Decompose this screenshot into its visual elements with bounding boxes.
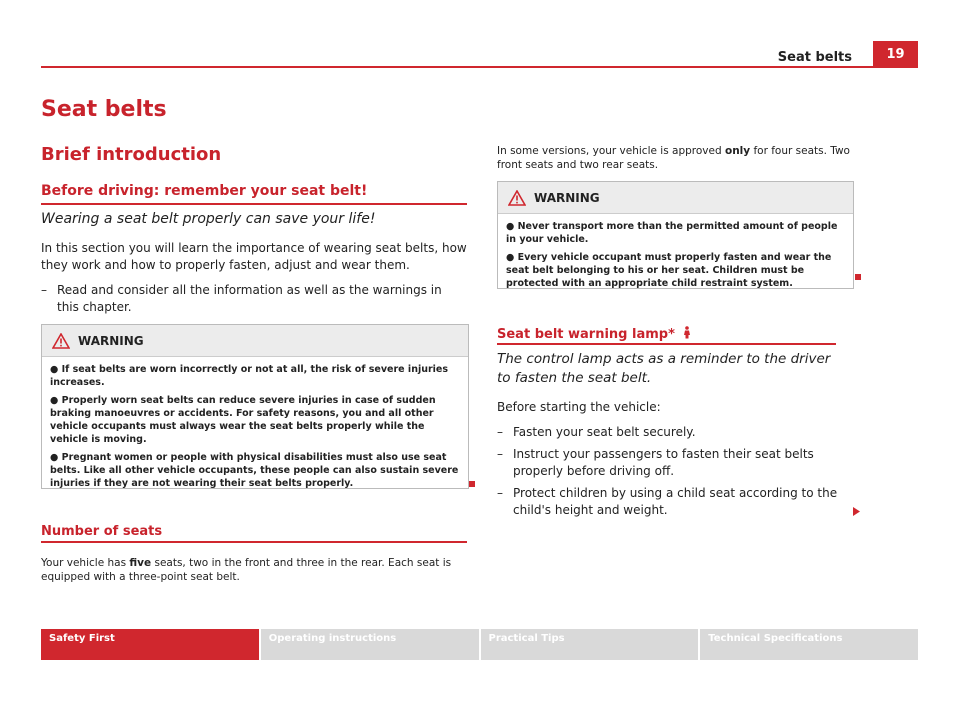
- tab-operating-instructions[interactable]: Operating instructions: [261, 629, 479, 660]
- warning-item: ● Pregnant women or people with physical disabilities must also use seat belts. Like all other vehicle occupants, these people can also sustain severe injuries if they are not wearing their seat belts properly.: [50, 452, 459, 489]
- warning-header: [498, 182, 853, 214]
- continue-arrow-icon: [853, 507, 860, 516]
- lead-text: Wearing a seat belt properly can save your life!: [41, 211, 376, 227]
- end-marker: [855, 274, 861, 280]
- seats-heading: Number of seats: [41, 524, 163, 539]
- running-header: Seat belts: [777, 50, 852, 65]
- warning-label: WARNING: [534, 190, 600, 205]
- warning-header: [42, 325, 468, 357]
- tab-practical-tips[interactable]: Practical Tips: [481, 629, 699, 660]
- tab-technical-specifications[interactable]: Technical Specifications: [700, 629, 918, 660]
- warning-box-right: [497, 181, 854, 289]
- warning-box: [41, 324, 469, 489]
- header-rule: [41, 66, 918, 68]
- warning-item: ● Every vehicle occupant must properly fasten and wear the seat belt belonging to his or her seat. Children must be protected with an appropriate child restraint system.: [506, 252, 832, 289]
- end-marker: [469, 481, 475, 487]
- intro-paragraph: In this section you will learn the importance of wearing seat belts, how they work and how to properly fasten, adjust and wear them.: [41, 241, 467, 272]
- warning-item: ● Properly worn seat belts can reduce severe injuries in case of sudden braking manoeuvres or accidents. For safety reasons, you and all other vehicle occupants must always wear the seat belts properly while the vehicle is moving.: [50, 395, 436, 445]
- seat-belt-icon: [682, 326, 692, 339]
- tab-safety-first[interactable]: Safety First: [41, 629, 259, 660]
- warning-item: ● Never transport more than the permitted amount of people in your vehicle.: [506, 221, 838, 245]
- warning-label: WARNING: [78, 333, 144, 348]
- section-heading: Before driving: remember your seat belt!: [41, 183, 368, 199]
- seats-rule: [41, 541, 467, 543]
- page-title: Seat belts: [41, 97, 167, 122]
- dash-item: – Read and consider all the information as well as the warnings in this chapter.: [41, 283, 442, 314]
- lamp-lead: The control lamp acts as a reminder to the driver to fasten the seat belt.: [497, 351, 831, 386]
- warning-item: ● If seat belts are worn incorrectly or not at all, the risk of severe injuries increases.: [50, 364, 449, 388]
- section-rule: [41, 203, 467, 205]
- footer-nav: [41, 629, 918, 660]
- page-number: 19: [873, 41, 918, 68]
- dash-item: – Instruct your passengers to fasten their seat belts properly before driving off.: [497, 447, 814, 478]
- warning-icon: [52, 333, 70, 349]
- lamp-heading: Seat belt warning lamp*: [497, 326, 692, 342]
- dash-item: – Fasten your seat belt securely.: [497, 425, 696, 439]
- warning-body: [42, 357, 468, 501]
- chapter-subtitle: Brief introduction: [41, 144, 222, 165]
- seats-paragraph: Your vehicle has five seats, two in the front and three in the rear. Each seat is equipped with a three-point seat belt.: [41, 557, 452, 583]
- lamp-rule: [497, 343, 836, 345]
- before-start-text: Before starting the vehicle:: [497, 400, 661, 414]
- dash-item: – Protect children by using a child seat according to the child's height and weight.: [497, 486, 838, 517]
- versions-paragraph: In some versions, your vehicle is approved only for four seats. Two front seats and two rear seats.: [497, 145, 850, 171]
- warning-icon: [508, 190, 526, 206]
- warning-body: [498, 214, 853, 301]
